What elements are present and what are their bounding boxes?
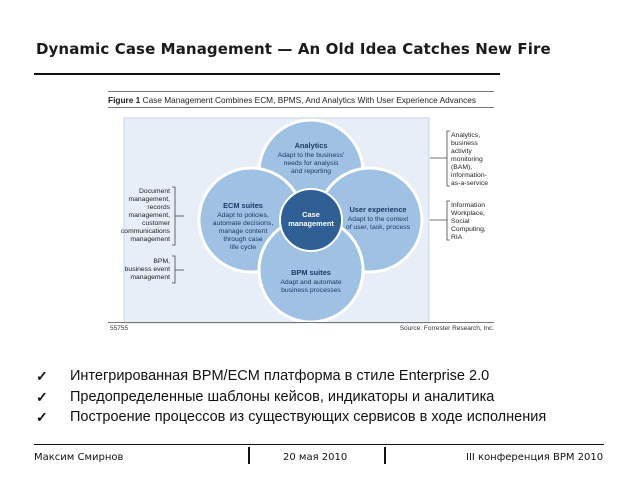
right-label-analytics: activity <box>451 148 472 155</box>
right-label-workplace: Information <box>451 202 486 209</box>
figure-code: 55755 <box>110 325 129 332</box>
left-label-documents: Document <box>139 188 170 195</box>
bullet-text: Интегрированная BPM/ECM платформа в стиле Enterprise 2.0 <box>70 368 490 384</box>
footer-event: III конференция BPM 2010 <box>466 452 604 463</box>
right-label-analytics: monitoring <box>451 156 483 163</box>
right-bracket-workplace <box>430 201 450 240</box>
left-label-documents: management, <box>128 212 170 219</box>
left-label-bpm: BPM, <box>153 258 170 265</box>
right-label-workplace: Computing, <box>451 226 486 233</box>
footer-date: 20 мая 2010 <box>283 452 348 463</box>
figure-bottom-rule <box>108 322 494 323</box>
check-icon: ✓ <box>36 409 48 425</box>
case-management-diagram <box>108 110 494 326</box>
footer-rule <box>34 444 604 445</box>
left-label-documents: management, <box>128 196 170 203</box>
footer-author: Максим Смирнов <box>34 452 124 463</box>
check-icon: ✓ <box>36 388 48 405</box>
left-label-documents: management <box>130 236 170 243</box>
right-label-analytics: as-a-service <box>451 180 489 187</box>
analytics-line: needs for analysis <box>283 160 339 167</box>
footer-separator <box>248 447 250 464</box>
figure-caption-rule <box>108 107 494 108</box>
bullet-text: Предопределенные шаблоны кейсов, индикаторы и аналитика <box>70 388 495 405</box>
right-label-workplace: RIA <box>451 234 463 241</box>
slide-title: Dynamic Case Management — An Old Idea Catches New Fire <box>36 40 551 58</box>
ux-title: User experience <box>349 205 407 214</box>
ux-line: Adapt to the context <box>347 216 409 223</box>
ecm-title: ECM suites <box>223 201 263 210</box>
left-label-bpm: management <box>130 274 170 281</box>
analytics-line: and reporting <box>290 168 332 175</box>
right-label-analytics: information- <box>451 172 487 179</box>
right-label-workplace: Workplace, <box>451 210 485 217</box>
check-icon: ✓ <box>36 368 48 384</box>
left-label-bpm: business event <box>124 266 170 273</box>
figure-top-rule <box>108 91 494 92</box>
bullet-text: Построение процессов из существующих сервисов в ходе исполнения <box>70 409 547 425</box>
figure-caption-label: Figure 1 <box>108 95 141 105</box>
right-label-analytics: Analytics, <box>451 132 481 139</box>
figure-caption <box>108 95 476 105</box>
title-underline <box>34 73 500 75</box>
ux-line: of user, task, process <box>345 224 411 231</box>
right-label-workplace: Social <box>451 218 470 225</box>
footer-separator <box>384 447 386 464</box>
ecm-line: automate decisions, <box>212 220 274 227</box>
left-label-documents: customer <box>142 220 170 227</box>
left-label-documents: records <box>147 204 170 211</box>
right-label-analytics: (BAM), <box>451 164 473 171</box>
bpm-title: BPM suites <box>291 268 331 277</box>
figure-caption-text: Case Management Combines ECM, BPMS, And Analytics With User Experience Advances <box>142 95 476 105</box>
center-label-1: Case <box>302 210 320 219</box>
bpm-line: business processes <box>281 287 341 294</box>
ecm-line: life cycle <box>229 244 257 251</box>
right-bracket-analytics <box>430 131 450 186</box>
bpm-line: Adapt and automate <box>280 279 342 286</box>
ecm-line: manage content <box>218 228 268 235</box>
ecm-line: Adapt to policies, <box>217 212 269 219</box>
right-label-analytics: business <box>451 140 478 147</box>
figure-source: Source: Forrester Research, Inc. <box>399 325 494 332</box>
left-label-documents: communications <box>120 228 170 235</box>
analytics-line: Adapt to the business' <box>277 152 345 159</box>
ecm-line: through case <box>223 236 263 243</box>
analytics-title: Analytics <box>294 141 328 150</box>
center-label-2: management <box>288 219 334 228</box>
